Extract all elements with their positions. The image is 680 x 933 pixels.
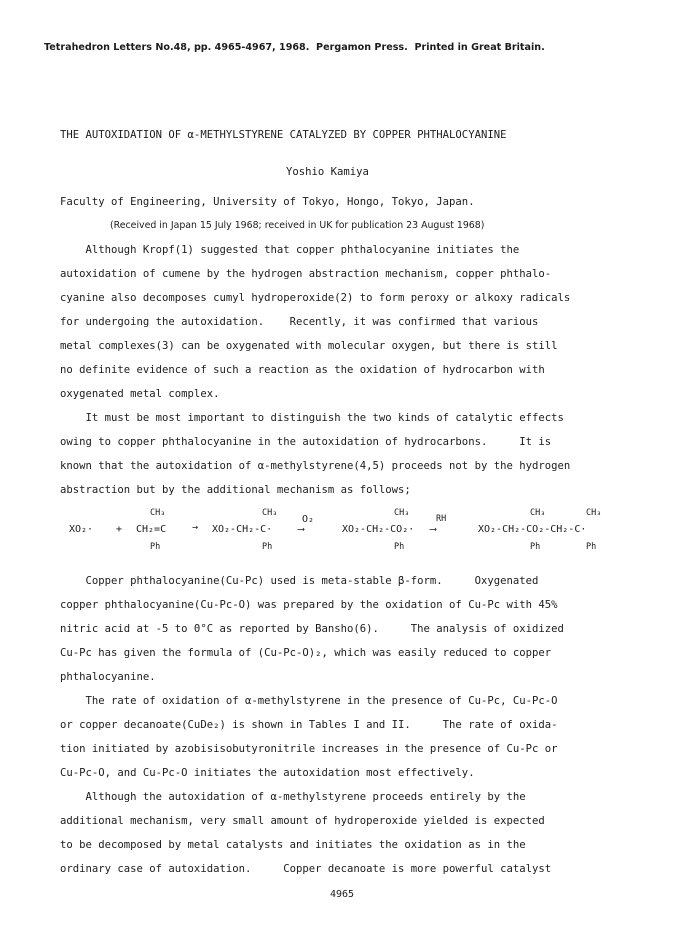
text-line: for undergoing the autoxidation. Recently, it was confirmed that various — [60, 316, 539, 328]
text-line: tion initiated by azobisisobutyronitrile increases in the presence of Cu-Pc or — [60, 743, 558, 755]
text-line: to be decomposed by metal catalysts and initiates the oxidation as in the — [60, 839, 526, 851]
text-line: owing to copper phthalocyanine in the autoxidation of hydrocarbons. It is — [60, 436, 552, 448]
text-line: Although Kropf(1) suggested that copper phthalocyanine initiates the — [60, 244, 520, 256]
methyl-group: CH₃ — [150, 508, 166, 518]
text-line: copper phthalocyanine(Cu-Pc-O) was prepared by the oxidation of Cu-Pc with 45% — [60, 599, 558, 611]
reaction-arrow: ⟶ — [298, 524, 305, 535]
text-line: The rate of oxidation of α-methylstyrene in the presence of Cu-Pc, Cu-Pc-O — [60, 695, 558, 707]
text-line: cyanine also decomposes cumyl hydroperoxide(2) to form peroxy or alkoxy radicals — [60, 292, 571, 304]
text-line: ordinary case of autoxidation. Copper decanoate is more powerful catalyst — [60, 863, 552, 875]
text-line: nitric acid at -5 to 0°C as reported by Bansho(6). The analysis of oxidized — [60, 623, 564, 635]
alkyl-radical-formula: XO₂-CH₂-C· — [212, 524, 273, 535]
author-name: Yoshio Kamiya — [286, 166, 369, 178]
monomer-formula: CH₂=C — [136, 524, 167, 535]
methyl-group: CH₃ — [530, 508, 546, 518]
oxygen-reagent: O₂ — [302, 514, 315, 525]
reaction-arrow: → — [192, 522, 199, 533]
journal-header: Tetrahedron Letters No.48, pp. 4965-4967, 1968. Pergamon Press. Printed in Great Britain. — [44, 42, 545, 53]
methyl-group: CH₃ — [586, 508, 602, 518]
text-line: known that the autoxidation of α-methylstyrene(4,5) proceeds not by the hydrogen — [60, 460, 571, 472]
text-line: Cu-Pc-O, and Cu-Pc-O initiates the autoxidation most effectively. — [60, 767, 475, 779]
text-line: abstraction but by the additional mechanism as follows; — [60, 484, 411, 496]
text-line: Cu-Pc has given the formula of (Cu-Pc-O)₂, which was easily reduced to copper — [60, 647, 552, 659]
phenyl-group: Ph — [262, 542, 273, 552]
text-line: autoxidation of cumene by the hydrogen abstraction mechanism, copper phthalo- — [60, 268, 552, 280]
text-line: no definite evidence of such a reaction as the oxidation of hydrocarbon with — [60, 364, 545, 376]
plus-sign: + — [116, 524, 123, 535]
hydrocarbon-reagent: RH — [436, 514, 447, 524]
paper-title: THE AUTOXIDATION OF α-METHYLSTYRENE CATALYZED BY COPPER PHTHALOCYANINE — [60, 129, 507, 141]
text-line: metal complexes(3) can be oxygenated with molecular oxygen, but there is still — [60, 340, 558, 352]
text-line: oxygenated metal complex. — [60, 388, 220, 400]
received-dates: (Received in Japan 15 July 1968; received in UK for publication 23 August 1968) — [110, 220, 485, 231]
text-line: phthalocyanine. — [60, 671, 156, 683]
peroxy-radical-formula: XO₂-CH₂-CO₂· — [342, 524, 415, 535]
radical-xo2: XO₂· — [69, 524, 94, 535]
methyl-group: CH₃ — [394, 508, 410, 518]
product-radical-formula: XO₂-CH₂-CO₂-CH₂-C· — [478, 524, 587, 535]
text-line: It must be most important to distinguish the two kinds of catalytic effects — [60, 412, 564, 424]
text-line: Although the autoxidation of α-methylstyrene proceeds entirely by the — [60, 791, 526, 803]
methyl-group: CH₃ — [262, 508, 278, 518]
phenyl-group: Ph — [150, 542, 161, 552]
text-line: additional mechanism, very small amount of hydroperoxide yielded is expected — [60, 815, 545, 827]
page-number: 4965 — [330, 889, 355, 900]
affiliation: Faculty of Engineering, University of Tokyo, Hongo, Tokyo, Japan. — [60, 196, 475, 208]
reaction-scheme — [0, 505, 680, 565]
phenyl-group: Ph — [530, 542, 541, 552]
phenyl-group: Ph — [586, 542, 597, 552]
phenyl-group: Ph — [394, 542, 405, 552]
text-line: Copper phthalocyanine(Cu-Pc) used is meta-stable β-form. Oxygenated — [60, 575, 539, 587]
text-line: or copper decanoate(CuDe₂) is shown in Tables I and II. The rate of oxida- — [60, 719, 558, 731]
reaction-arrow: ⟶ — [430, 524, 437, 535]
